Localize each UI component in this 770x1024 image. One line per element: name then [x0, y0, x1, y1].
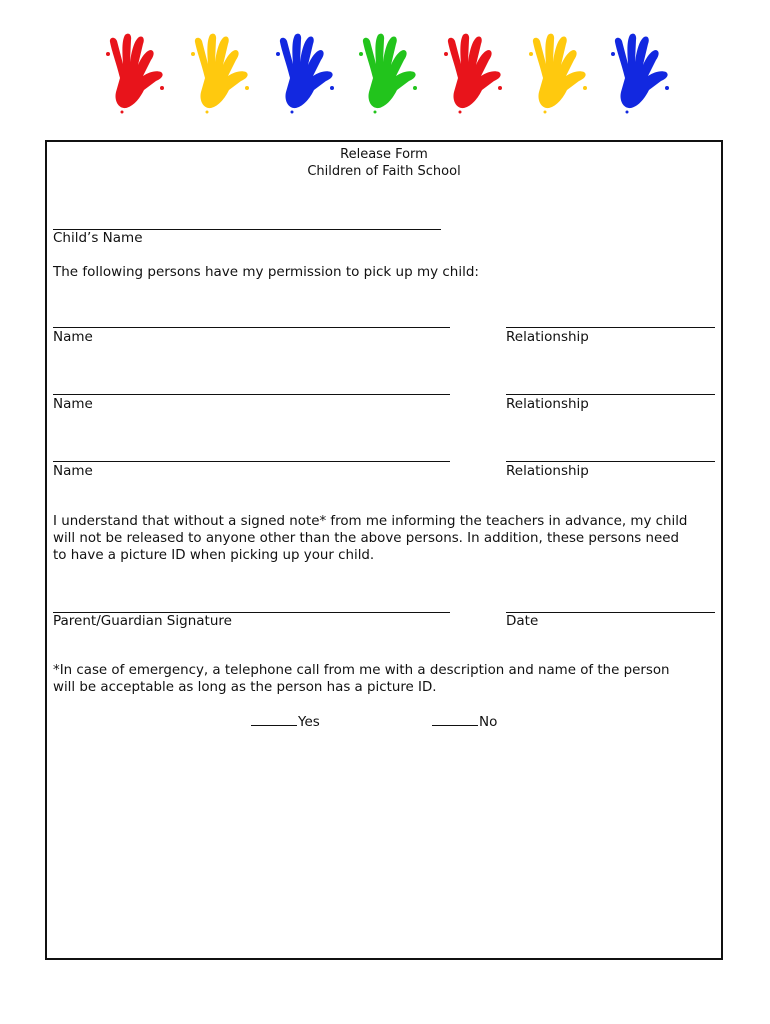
emergency-paragraph [53, 662, 721, 696]
emergency-line: will be acceptable as long as the person has a picture ID. [53, 680, 437, 695]
person-3-name-line[interactable] [53, 461, 450, 462]
permission-text: The following persons have my permission to pick up my child: [53, 264, 479, 280]
person-3-relationship-label: Relationship [506, 463, 589, 479]
child-name-label: Child’s Name [53, 230, 143, 246]
person-2-name-label: Name [53, 396, 93, 412]
understand-line: to have a picture ID when picking up your child. [53, 548, 375, 563]
date-label: Date [506, 613, 539, 629]
handprint-banner [100, 32, 680, 114]
handprint-icon [100, 32, 172, 114]
yes-label: Yes [298, 714, 320, 730]
understand-line: will not be released to anyone other than the above persons. In addition, these persons need [53, 531, 680, 546]
no-label: No [479, 714, 498, 730]
person-2-name-line[interactable] [53, 394, 450, 395]
person-1-name-label: Name [53, 329, 93, 345]
understand-paragraph [53, 513, 721, 564]
person-2-relationship-line[interactable] [506, 394, 715, 395]
emergency-line: *In case of emergency, a telephone call from me with a description and name of the person [53, 663, 670, 678]
person-1-relationship-line[interactable] [506, 327, 715, 328]
person-1-relationship-label: Relationship [506, 329, 589, 345]
handprint-icon [185, 32, 257, 114]
school-name: Children of Faith School [307, 164, 461, 179]
person-2-relationship-label: Relationship [506, 396, 589, 412]
understand-line: I understand that without a signed note* from me informing the teachers in advance, my child [53, 514, 688, 529]
handprint-icon [438, 32, 510, 114]
no-blank[interactable] [432, 713, 478, 726]
release-form [45, 140, 723, 960]
yes-option[interactable] [251, 713, 320, 731]
no-option[interactable] [432, 713, 497, 731]
person-3-name-label: Name [53, 463, 93, 479]
person-3-relationship-line[interactable] [506, 461, 715, 462]
person-1-name-line[interactable] [53, 327, 450, 328]
form-title: Release Form [340, 147, 428, 162]
yes-blank[interactable] [251, 713, 297, 726]
signature-label: Parent/Guardian Signature [53, 613, 232, 629]
handprint-icon [523, 32, 595, 114]
handprint-icon [605, 32, 677, 114]
handprint-icon [353, 32, 425, 114]
handprint-icon [270, 32, 342, 114]
